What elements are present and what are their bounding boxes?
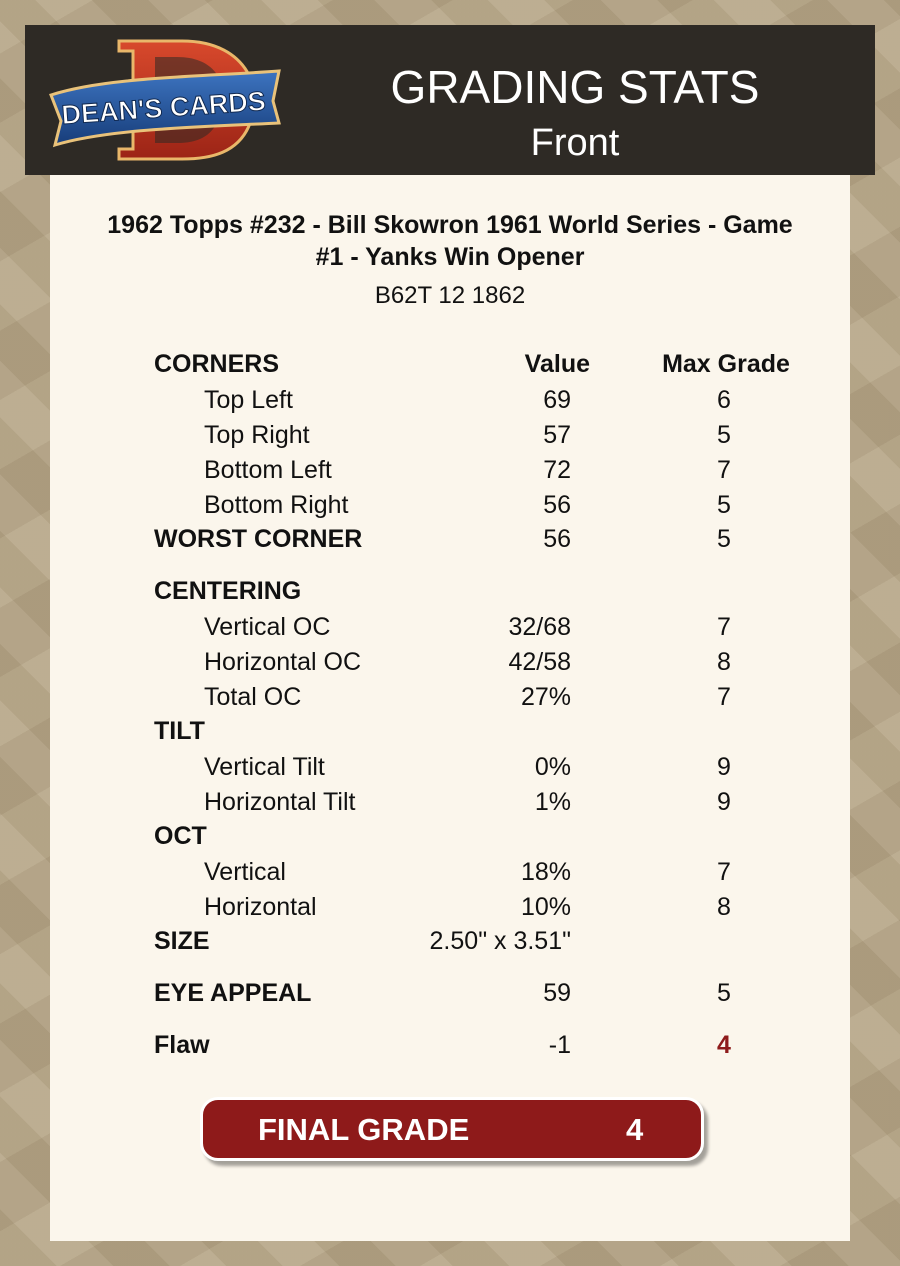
- worst-corner-row: [50, 525, 850, 559]
- stat-label: Horizontal OC: [204, 648, 361, 676]
- stat-row: [50, 893, 850, 927]
- stat-value: 2.50" x 3.51": [429, 927, 571, 955]
- card-title: 1962 Topps #232 - Bill Skowron 1961 World Series - Game #1 - Yanks Win Opener: [107, 211, 793, 271]
- stat-value: 27%: [520, 683, 571, 711]
- logo-text: DEAN'S CARDS: [60, 85, 267, 131]
- section-label: CENTERING: [154, 577, 302, 605]
- stat-label: Horizontal Tilt: [204, 788, 356, 816]
- stat-value: 56: [543, 525, 571, 553]
- page-title: GRADING STATS: [390, 61, 760, 113]
- stat-value: 1%: [534, 788, 571, 816]
- stat-max-grade: 5: [717, 491, 731, 519]
- stat-value: 42/58: [508, 648, 571, 676]
- stat-value: 56: [543, 491, 571, 519]
- section-tilt: [50, 717, 850, 751]
- stat-label: Bottom Left: [204, 456, 332, 484]
- final-grade-value: 4: [626, 1112, 644, 1147]
- stat-max-grade: 7: [717, 613, 731, 641]
- stat-row: [50, 386, 850, 420]
- deans-cards-logo: [47, 37, 282, 162]
- stat-max-grade: 7: [717, 683, 731, 711]
- stat-max-grade: 9: [717, 753, 731, 781]
- stat-max-grade: 6: [717, 386, 731, 414]
- stat-label: Flaw: [154, 1031, 210, 1059]
- page-subtitle: Front: [530, 122, 620, 164]
- stats-panel: [50, 175, 850, 1241]
- section-oct: [50, 822, 850, 856]
- stat-value: 57: [543, 421, 571, 449]
- stat-row: [50, 683, 850, 717]
- size-row: [50, 927, 850, 961]
- stat-label: Bottom Right: [204, 491, 349, 519]
- stat-max-grade: 8: [717, 893, 731, 921]
- stat-value: 59: [543, 979, 571, 1007]
- stat-max-grade: 5: [717, 979, 731, 1007]
- flaw-row: [50, 1031, 850, 1065]
- stat-label: Vertical Tilt: [204, 753, 325, 781]
- stat-max-grade: 5: [717, 525, 731, 553]
- section-label: TILT: [154, 717, 205, 745]
- final-grade-label: FINAL GRADE: [258, 1112, 470, 1147]
- final-grade-badge: [200, 1097, 704, 1161]
- stat-max-grade: 7: [717, 858, 731, 886]
- eye-appeal-row: [50, 979, 850, 1013]
- stat-max-grade: 7: [717, 456, 731, 484]
- stat-row: [50, 788, 850, 822]
- section-label: OCT: [154, 822, 207, 850]
- stat-value: 10%: [520, 893, 571, 921]
- stat-row: [50, 456, 850, 490]
- stat-label: SIZE: [154, 927, 210, 955]
- stat-max-grade: 8: [717, 648, 731, 676]
- stat-row: [50, 858, 850, 892]
- stat-value: 69: [543, 386, 571, 414]
- stat-value: 0%: [534, 753, 571, 781]
- stat-row: [50, 491, 850, 525]
- stat-label: Top Left: [204, 386, 293, 414]
- stat-max-grade: 4: [717, 1031, 731, 1059]
- stat-label: EYE APPEAL: [154, 979, 312, 1007]
- stat-value: 18%: [520, 858, 571, 886]
- card-code: B62T 12 1862: [374, 282, 526, 309]
- section-label-corners: CORNERS: [154, 350, 280, 378]
- stat-label: Vertical: [204, 858, 286, 886]
- stat-label: Vertical OC: [204, 613, 331, 641]
- stat-value: 32/68: [508, 613, 571, 641]
- stat-row: [50, 648, 850, 682]
- stat-max-grade: 5: [717, 421, 731, 449]
- stat-label: WORST CORNER: [154, 525, 363, 553]
- stat-row: [50, 421, 850, 455]
- column-header-max-grade: Max Grade: [662, 350, 790, 378]
- stat-value: -1: [548, 1031, 571, 1059]
- section-centering: [50, 577, 850, 611]
- stat-label: Horizontal: [204, 893, 317, 921]
- stat-row: [50, 613, 850, 647]
- column-header-value: Value: [524, 350, 590, 378]
- stat-label: Top Right: [204, 421, 310, 449]
- stat-row: [50, 753, 850, 787]
- corners-header-row: [50, 350, 850, 384]
- stat-label: Total OC: [204, 683, 302, 711]
- stat-max-grade: 9: [717, 788, 731, 816]
- header-bar: [25, 25, 875, 175]
- stat-value: 72: [543, 456, 571, 484]
